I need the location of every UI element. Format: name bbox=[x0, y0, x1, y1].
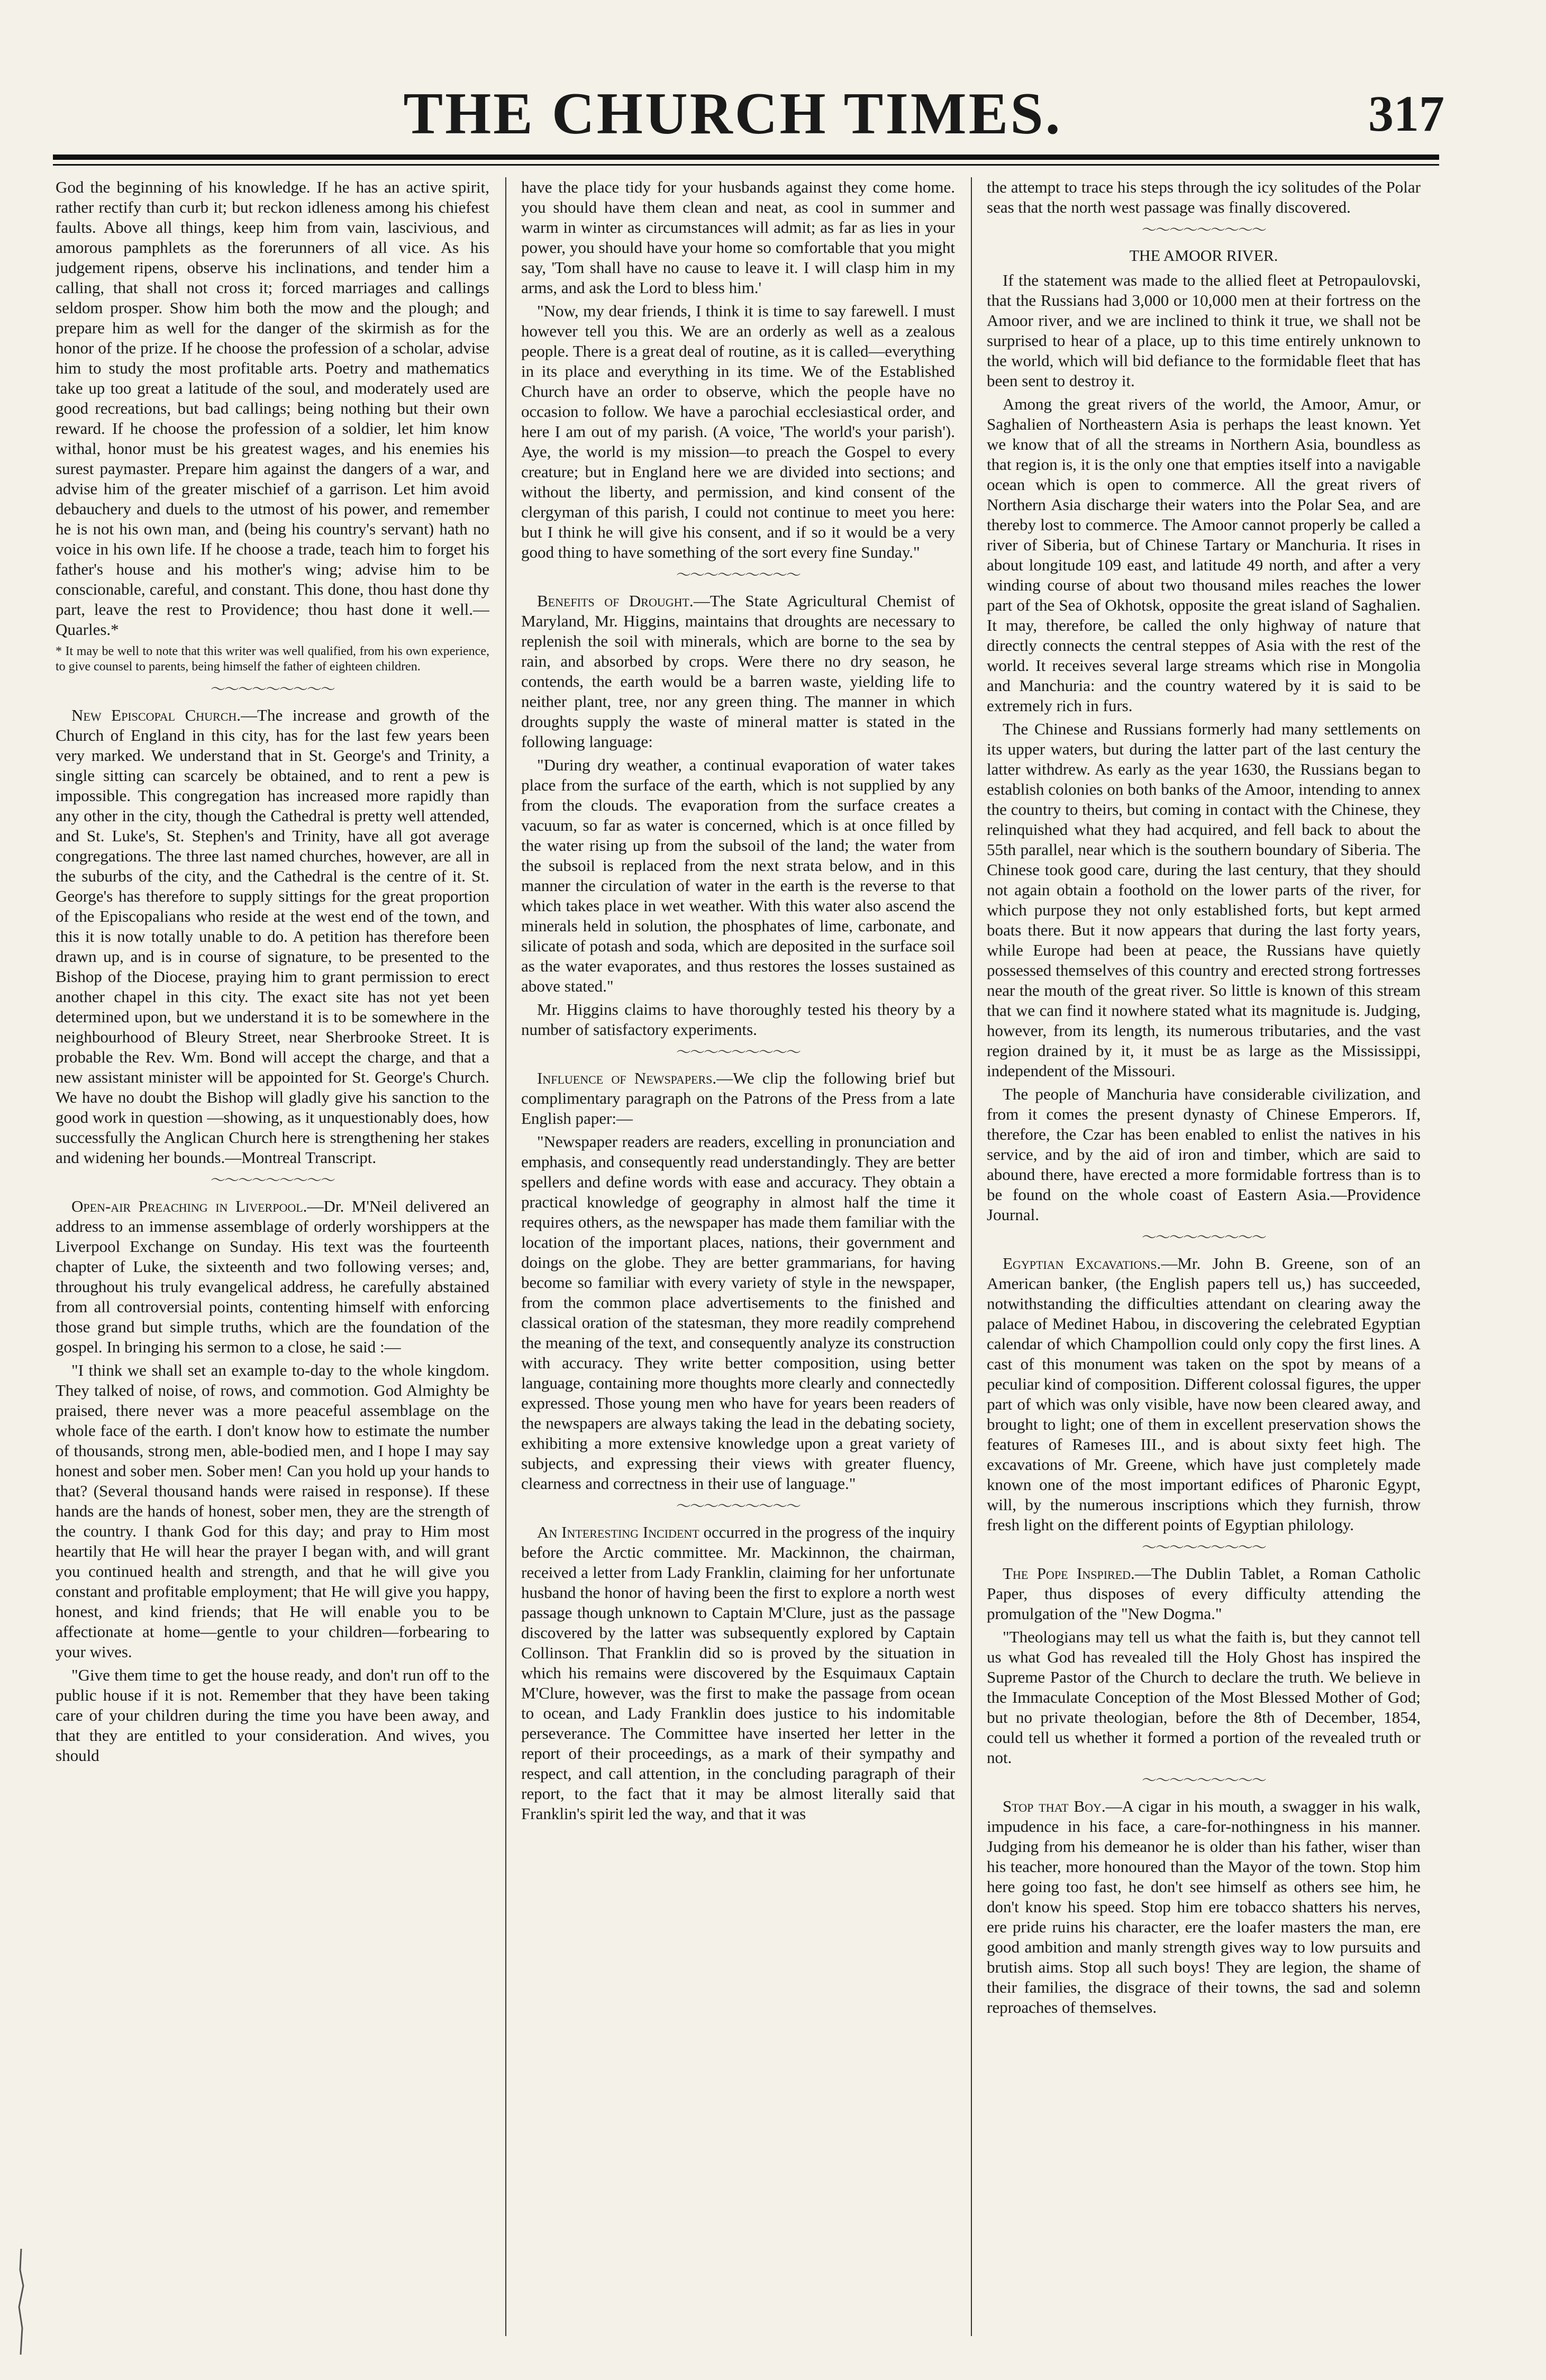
article-heading: Egyptian Excavations. bbox=[1003, 1254, 1161, 1273]
article-body: —A cigar in his mouth, a swagger in his walk, impudence in his face, a care-for-nothingness in his manner. Judging from his demeanor he is older than his father, wiser than his teacher, more honoured than the Mayor of the town. Stop him here going too fast, he don't see himself as others see him, he don't know his speed. Stop him ere tobacco shatters his nerves, ere pride ruins his character, ere the loafer masters the man, ere good ambition and manly strength gives way to low pursuits and brutish aims. Stop all such boys! They are legion, the shame of their families, the disgrace of their towns, the sad and solemn reproaches of themselves. bbox=[987, 1797, 1421, 2016]
paragraph: "Give them time to get the house ready, and don't run off to the public house if it is not. Remember that they have been taking care of your children during the time you have been away, and that they are entitled to your consideration. And wives, you should bbox=[56, 1666, 489, 1765]
article-heading: Stop that Boy. bbox=[1003, 1797, 1106, 1815]
column-divider bbox=[971, 177, 972, 2336]
section-divider: 〜〜〜〜〜〜〜〜〜 bbox=[1141, 1230, 1266, 1246]
article-body: —Dr. M'Neil delivered an address to an immense assemblage of orderly worshippers at the Liverpool Exchange on Sunday. His text was the fourteenth chapter of Luke, the sixteenth and two following verses; and, throughout his truly evangelical address, he carefully abstained from all controversial points, contenting himself with enforcing those grand but simple truths, which are the foundation of the gospel. In bringing his sermon to a close, he said :— bbox=[56, 1197, 489, 1356]
column-3 bbox=[987, 177, 1421, 2336]
column-divider bbox=[505, 177, 506, 2336]
paragraph: the attempt to trace his steps through the icy solitudes of the Polar seas that the north west passage was finally discovered. bbox=[987, 178, 1421, 216]
article-heading-amoor-river: THE AMOOR RIVER. bbox=[1129, 247, 1278, 265]
paragraph: The people of Manchuria have considerable civilization, and from it comes the present dynasty of Chinese Emperors. If, therefore, the Czar has been enabled to enlist the natives in his service, and by the aid of iron and timber, which are said to abound there, have erected a more formidable fortress than is to be found on the whole coast of Eastern Asia.—Providence Journal. bbox=[987, 1085, 1421, 1224]
column-2 bbox=[521, 177, 955, 2336]
section-divider: 〜〜〜〜〜〜〜〜〜 bbox=[1141, 1540, 1266, 1556]
section-divider: 〜〜〜〜〜〜〜〜〜 bbox=[676, 1044, 800, 1061]
article-heading: The Pope Inspired. bbox=[1003, 1564, 1135, 1583]
article-heading: Open-air Preaching in Liverpool. bbox=[71, 1197, 307, 1215]
paragraph: The Chinese and Russians formerly had many settlements on its upper waters, but during the latter part of the last century the latter withdrew. As early as the year 1630, the Russians began to establish colonies on both banks of the Amoor, intending to annex the country to theirs, but coming in contact with the Chinese, they relinquished what they had acquired, and fell back to about the 55th parallel, near which is the southern boundary of Siberia. The Chinese took good care, during the last century, that they should not again obtain a foothold on the lower parts of the river, for which purpose they not only established forts, but kept armed boats there. But it now appears that during the last forty years, while Europe had been at peace, the Russians have quietly possessed themselves of this country and erected strong fortresses near the mouth of the great river. So little is known of this stream that we can find it nowhere stated what its magnitude is. Judging, however, from its length, its numerous tributaries, and the vast region drained by it, it must be as large as the Mississippi, independent of the Missouri. bbox=[987, 720, 1421, 1080]
section-divider: 〜〜〜〜〜〜〜〜〜 bbox=[1141, 1773, 1266, 1789]
article-body: occurred in the progress of the inquiry before the Arctic committee. Mr. Mackinnon, the chairman, received a letter from Lady Franklin, claiming for her unfortunate husband the honor of having been the first to explore a north west passage though unknown to Captain M'Clure, just as the passage discovered by the latter was subsequently explored by Captain Collinson. That Franklin did so is proved by the situation in which his remains were discovered by the Esquimaux Captain M'Clure, however, was the first to make the passage from ocean to ocean, and Lady Franklin does justice to his indomitable perseverance. The Committee have inserted her letter in the report of their proceedings, as a mark of their sympathy and respect, and call attention, in the concluding paragraph of their report, to the fact that it may be almost literally said that Franklin's spirit led the way, and that it was bbox=[521, 1523, 955, 1823]
article-heading: New Episcopal Church. bbox=[71, 706, 241, 724]
masthead bbox=[32, 79, 1444, 148]
article-influence-of-newspapers bbox=[521, 1068, 955, 1129]
page-number: 317 bbox=[1368, 85, 1444, 142]
paragraph: Mr. Higgins claims to have thoroughly tested his theory by a number of satisfactory experiments. bbox=[521, 1000, 955, 1039]
article-benefits-of-drought bbox=[521, 591, 955, 752]
article-interesting-incident bbox=[521, 1522, 955, 1824]
paragraph: "I think we shall set an example to-day to the whole kingdom. They talked of noise, of rows, and commotion. God Almighty be praised, there never was a more peaceful assemblage on the whole face of the earth. I don't know how to estimate the number of thousands, strong men, able-bodied men, and I hope I may say honest and sober men. Sober men! Can you hold up your hands to that? (Several thousand hands were raised in response). If these hands are the hands of honest, sober men, they are the strength of the country. I thank God for this day; and pray to Him most heartily that He will hear the prayer I began with, and will grant you continued health and strength, and that he will give you constant and profitable employment; that He will give you happy, honest, and kind friends; that He will enable you to be affectionate at home—gentle to your children—forbearing to your wives. bbox=[56, 1361, 489, 1661]
column-1 bbox=[56, 177, 489, 2336]
paragraph: "During dry weather, a continual evaporation of water takes place from the surface of the earth, which is not supplied by any from the clouds. The evaporation from the surface creates a vacuum, so far as water is concerned, which is at once filled by the water rising up from the subsoil of the land; the water from the subsoil is replaced from the next strata below, and in this manner the circulation of water in the earth is the reverse to that which takes place in wet weather. With this water also ascend the minerals held in solution, the phosphates of lime, carbonate, and silicate of potash and soda, which are deposited in the surface soil as the water evaporates, and thus restores the losses sustained as above stated." bbox=[521, 756, 955, 995]
article-stop-that-boy bbox=[987, 1796, 1421, 2018]
article-open-air-preaching bbox=[56, 1196, 489, 1357]
paragraph: "Theologians may tell us what the faith is, but they cannot tell us what God has revealed till the Holy Ghost has inspired the Supreme Pastor of the Church to declare the truth. We believe in the Immaculate Conception of the Most Blessed Mother of God; but no private theologian, before the 8th of December, 1854, could tell us whether it formed a portion of the revealed truth or not. bbox=[987, 1628, 1421, 1767]
article-heading: An Interesting Incident bbox=[537, 1523, 699, 1541]
article-heading: Influence of Newspapers. bbox=[537, 1069, 717, 1087]
paragraph: Among the great rivers of the world, the Amoor, Amur, or Saghalien of Northeastern Asia is perhaps the least known. Yet we know that of all the streams in Northern Asia, boundless as that region is, it is the only one that empties itself into a navigable ocean which is open to commerce. All the great rivers of Northern Asia discharge their waters into the Polar Sea, and are thereby lost to commerce. The Amoor cannot properly be called a river of Siberia, but of Chinese Tartary or Manchuria. It rises in about longitude 109 east, and latitude 49 north, and after a very winding course of about two thousand miles reaches the lower part of the Sea of Okhotsk, opposite the great island of Saghalien. It may, therefore, be called the only highway of nature that directly connects the central steppes of Asia with the rest of the world. It receives several large streams which rise in Mongolia and Manchuria: and the country watered by it is said to be extremely rich in furs. bbox=[987, 395, 1421, 715]
paragraph: "Newspaper readers are readers, excelling in pronunciation and emphasis, and consequently read understandingly. They are better spellers and define words with ease and accuracy. They obtain a practical knowledge of geography in almost half the time it requires others, as the newspaper has made them familiar with the location of the important places, nations, their government and doings on the globe. They are better grammarians, for having become so familiar with every variety of style in the newspaper, from the common place advertisements to the finished and classical oration of the statesman, they more readily comprehend the meaning of the text, and consequently analyze its construction with accuracy. They write better composition, using better language, containing more thoughts more clearly and connectedly expressed. Those young men who have for years been readers of the newspapers are always taking the lead in the debating society, exhibiting a more extensive knowledge upon a great variety of subjects, and expressing their views with greater fluency, clearness and correctness in their use of language." bbox=[521, 1132, 955, 1493]
paragraph: have the place tidy for your husbands against they come home. you should have them clean and neat, as cool in summer and warm in winter as circumstances will admit; as far as lies in your power, you should have your home so comfortable that you might say, 'Tom shall have no cause to leave it. I will clasp him in my arms, and ask the Lord to bless him.' bbox=[521, 178, 955, 297]
article-body: —The increase and growth of the Church of England in this city, has for the last few years been very marked. We understand that in St. George's and Trinity, a single sitting can scarcely be obtained, and to rent a pew is impossible. This congregation has increased more rapidly than any other in the city, though the Cathedral is pretty well attended, and St. Luke's, St. Stephen's and Trinity, have all got average congregations. The three last named churches, however, are all in the suburbs of the city, and the Cathedral is the centre of it. St. George's has therefore to supply sittings for the great proportion of the Episcopalians who reside at the west end of the town, and this it is now totally unable to do. A petition has therefore been drawn up, and is in course of signature, to be presented to the Bishop of the Diocese, praying him to grant permission to erect another chapel in this city. The exact site has not yet been determined upon, but we understand it is to be somewhere in the neighbourhood of Bleury Street, near Sherbrooke Street. It is probable the Rev. Wm. Bond will accept the charge, and that a new assistant minister will be appointed for St. George's Church. We have no doubt the Bishop will gladly give his sanction to the good work in question —showing, as it unquestionably does, how successfully the Anglican Church here is strengthening her stakes and widening her bounds.—Montreal Transcript. bbox=[56, 706, 489, 1167]
section-divider: 〜〜〜〜〜〜〜〜〜 bbox=[210, 1173, 334, 1189]
article-new-episcopal-church bbox=[56, 705, 489, 1168]
paragraph: If the statement was made to the allied fleet at Petropaulovski, that the Russians had 3,000 or 10,000 men at their fortress on the Amoor river, and we are inclined to think it true, we shall not be surprised to hear of a place, up to this time entirely unknown to the world, which will bid defiance to the formidable fleet that has been sent to destroy it. bbox=[987, 271, 1421, 390]
article-pope-inspired bbox=[987, 1564, 1421, 1624]
section-divider: 〜〜〜〜〜〜〜〜〜 bbox=[210, 682, 334, 698]
header-rule-thin bbox=[53, 164, 1439, 166]
article-egyptian-excavations bbox=[987, 1253, 1421, 1535]
section-divider: 〜〜〜〜〜〜〜〜〜 bbox=[676, 1498, 800, 1515]
article-body: —Mr. John B. Greene, son of an American banker, (the English papers tell us,) has succeeded, notwithstanding the difficulties attendant on clearing away the palace of Medinet Habou, in discovering the celebrated Egyptian calendar of which Champollion could only copy the first lines. A cast of this monument was taken on the spot by means of a peculiar kind of composition. Different colossal figures, the upper part of which was only visible, have now been cleared away, and brought to light; one of them in excellent preservation shows the features of Rameses III., and is about sixty feet high. The excavations of Mr. Greene, which have just completely made known one of the most important edifices of Pharonic Egypt, will, by the numerous inscriptions which they furnish, throw fresh light on the different points of Egyptian philology. bbox=[987, 1254, 1421, 1534]
paragraph: "Now, my dear friends, I think it is time to say farewell. I must however tell you this. We are an orderly as well as a zealous people. There is a great deal of routine, as it is called—everything in its place and everything in its time. We of the Established Church have an order to observe, which the people have no occasion to follow. We have a parochial ecclesiastical order, and here I am out of my parish. (A voice, 'The world's your parish'). Aye, the world is my mission—to preach the Gospel to every creature; but in England here we are divided into sections; and without the liberty, and permission, and kind consent of the clergyman of this parish, I could not continue to meet you here: but I think he will give his consent, and if so it would be a very good thing to have something of the sort every fine Sunday." bbox=[521, 302, 955, 561]
paragraph: God the beginning of his knowledge. If he has an active spirit, rather rectify than curb it; but reckon idleness among his chiefest faults. Above all things, keep him from vain, lascivious, and amorous pamphlets as the forerunners of all vice. As his judgement ripens, observe his inclinations, and tender him a calling, that shall not cross it; forced marriages and callings seldom prosper. Show him both the mow and the plough; and prepare him as well for the danger of the skirmish as for the honor of the prize. If he choose the profession of a scholar, advise him to study the most profitable arts. Poetry and mathematics take up too great a latitude of the soul, and moderately used are good recreations, but bad callings; being nothing but their own reward. If he choose the profession of a soldier, let him know withal, honor must be his greatest wages, and his enemies his surest paymaster. Prepare him against the dangers of a war, and advise him of the greater mischief of a garrison. Let him avoid debauchery and duels to the utmost of his power, and remember he is not his own man, and (being his country's servant) hath no voice in his own life. If he choose a trade, teach him to forget his father's house and his mother's wing; advise him to be conscionable, careful, and constant. This done, thou hast done thy part, leave the rest to Providence; thou hast done it well.—Quarles.* bbox=[56, 178, 489, 639]
newspaper-title: THE CHURCH TIMES. bbox=[403, 81, 1062, 147]
section-divider: 〜〜〜〜〜〜〜〜〜 bbox=[1141, 222, 1266, 239]
footnote: * It may be well to note that this writer was well qualified, from his own experience, to give counsel to parents, being himself the father of eighteen children. bbox=[56, 644, 489, 674]
article-body: —The State Agricultural Chemist of Maryland, Mr. Higgins, maintains that droughts are necessary to replenish the soil with minerals, which are borne to the sea by rain, and absorbed by crops. Were there no dry season, he contends, the earth would be a barren waste, yielding life to neither plant, tree, nor any green thing. The manner in which droughts supply the waste of mineral matter is stated in the following language: bbox=[521, 592, 955, 751]
section-divider: 〜〜〜〜〜〜〜〜〜 bbox=[676, 567, 800, 584]
article-body: —The Dublin Tablet, a Roman Catholic Paper, thus disposes of every difficulty attending the promulgation of the "New Dogma." bbox=[987, 1564, 1421, 1623]
header-rule-thick bbox=[53, 155, 1439, 160]
margin-ink-mark bbox=[11, 2249, 32, 2355]
article-columns bbox=[56, 177, 1439, 2336]
article-body: —We clip the following brief but complimentary paragraph on the Patrons of the Press from a late English paper:— bbox=[521, 1069, 955, 1128]
article-heading: Benefits of Drought. bbox=[537, 592, 694, 610]
